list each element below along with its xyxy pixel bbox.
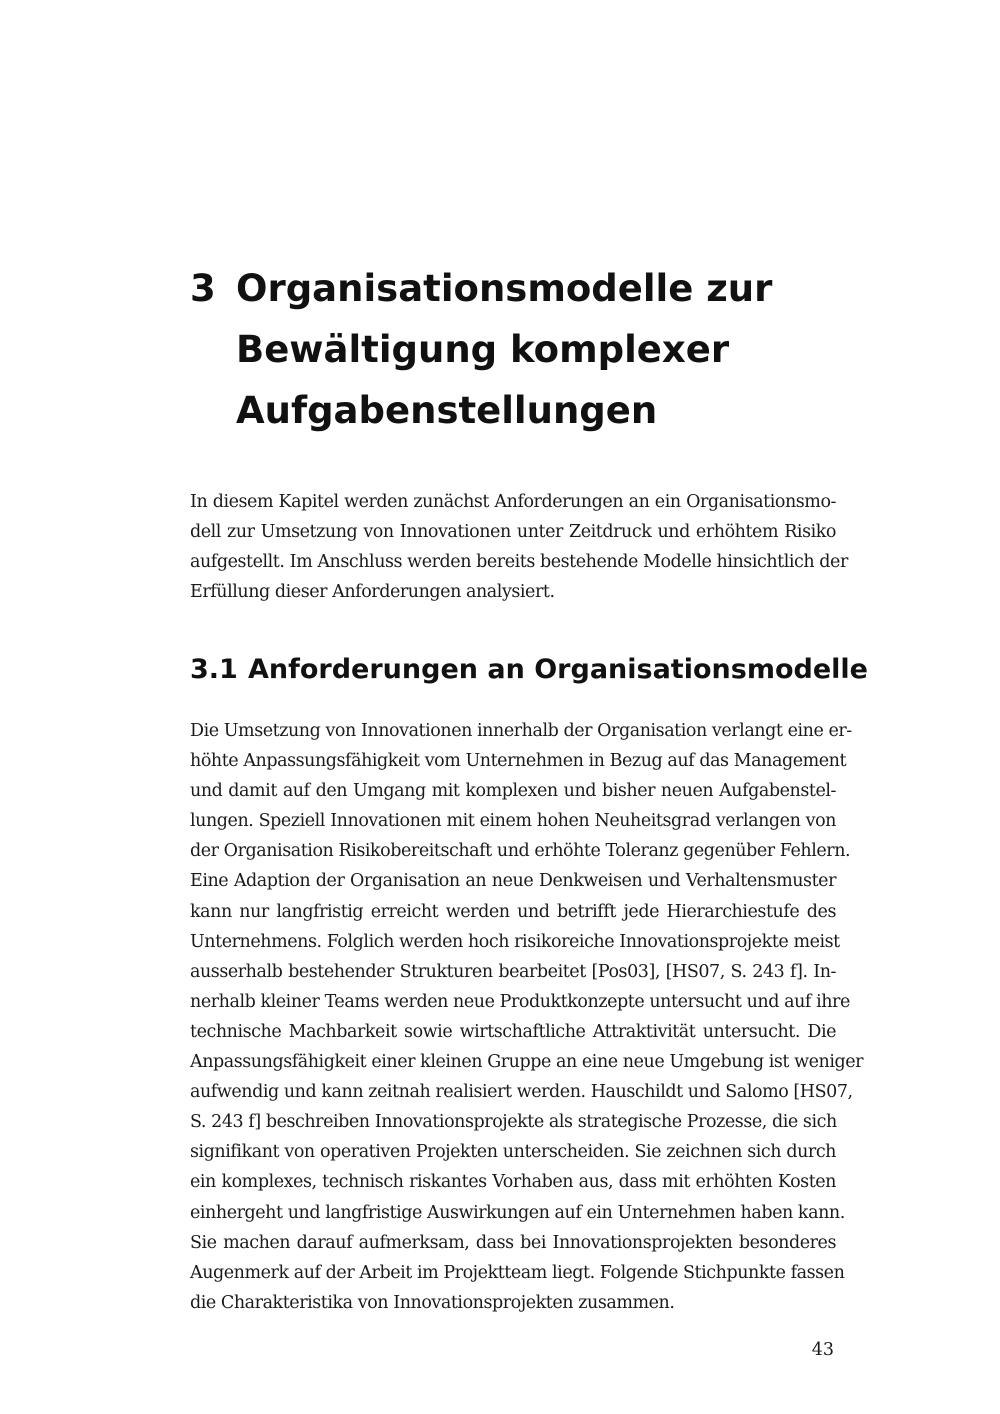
section-number: 3.1 bbox=[190, 654, 238, 685]
text-line: signifikant von operativen Projekten unterscheiden. Sie zeichnen sich durch bbox=[190, 1142, 836, 1163]
chapter-heading bbox=[190, 258, 850, 441]
text-line: technische Machbarkeit sowie wirtschaftliche Attraktivität untersucht. Die bbox=[190, 1021, 836, 1042]
text-line: Unternehmens. Folglich werden hoch risikoreiche Innovationsprojekte meist bbox=[190, 931, 840, 952]
body-paragraph bbox=[190, 716, 864, 1318]
text-line: einhergeht und langfristige Auswirkungen auf ein Unternehmen haben kann. bbox=[190, 1202, 845, 1223]
chapter-title-line: Aufgabenstellungen bbox=[236, 389, 658, 432]
chapter-number: 3 bbox=[190, 267, 216, 310]
section-heading bbox=[190, 650, 868, 690]
chapter-title-line: Organisationsmodelle zur bbox=[236, 267, 773, 310]
text-line: ausserhalb bestehender Strukturen bearbeitet [Pos03], [HS07, S. 243 f]. In- bbox=[190, 961, 836, 982]
text-line: Die Umsetzung von Innovationen innerhalb der Organisation verlangt eine er- bbox=[190, 721, 852, 741]
text-line: die Charakteristika von Innovationsprojekten zusammen. bbox=[190, 1292, 675, 1313]
text-line: S. 243 f] beschreiben Innovationsprojekte als strategische Prozesse, die sich bbox=[190, 1112, 837, 1133]
chapter-title bbox=[236, 258, 850, 441]
intro-paragraph bbox=[190, 487, 848, 607]
text-line: lungen. Speziell Innovationen mit einem hohen Neuheitsgrad verlangen von bbox=[190, 811, 836, 832]
text-line: höhte Anpassungsfähigkeit vom Unternehmen in Bezug auf das Management bbox=[190, 751, 847, 772]
text-line: kann nur langfristig erreicht werden und betrifft jede Hierarchiestufe des bbox=[190, 901, 836, 922]
text-line: aufgestellt. Im Anschluss werden bereits bestehende Modelle hinsichtlich der bbox=[190, 552, 848, 573]
page-number: 43 bbox=[811, 1340, 834, 1360]
text-line: Sie machen darauf aufmerksam, dass bei Innovationsprojekten besonderes bbox=[190, 1232, 836, 1253]
text-line: ein komplexes, technisch riskantes Vorhaben aus, dass mit erhöhten Kosten bbox=[190, 1172, 836, 1193]
text-line: Augenmerk auf der Arbeit im Projektteam liegt. Folgende Stichpunkte fassen bbox=[190, 1262, 845, 1283]
chapter-title-line: Bewältigung komplexer bbox=[236, 328, 730, 371]
text-line: In diesem Kapitel werden zunächst Anforderungen an ein Organisationsmo- bbox=[190, 492, 836, 512]
section-title: Anforderungen an Organisationsmodelle bbox=[248, 654, 868, 685]
text-line: der Organisation Risikobereitschaft und erhöhte Toleranz gegenüber Fehlern. bbox=[190, 841, 851, 862]
text-line: Eine Adaption der Organisation an neue Denkweisen und Verhaltensmuster bbox=[190, 871, 836, 892]
text-line: und damit auf den Umgang mit komplexen und bisher neuen Aufgabenstel- bbox=[190, 781, 836, 802]
text-line: aufwendig und kann zeitnah realisiert werden. Hauschildt und Salomo [HS07, bbox=[190, 1082, 853, 1103]
text-line: dell zur Umsetzung von Innovationen unter Zeitdruck und erhöhtem Risiko bbox=[190, 522, 836, 543]
text-line: nerhalb kleiner Teams werden neue Produktkonzepte untersucht und auf ihre bbox=[190, 991, 850, 1012]
text-line: Anpassungsfähigkeit einer kleinen Gruppe an eine neue Umgebung ist weniger bbox=[190, 1052, 864, 1073]
text-line: Erfüllung dieser Anforderungen analysiert. bbox=[190, 582, 555, 603]
